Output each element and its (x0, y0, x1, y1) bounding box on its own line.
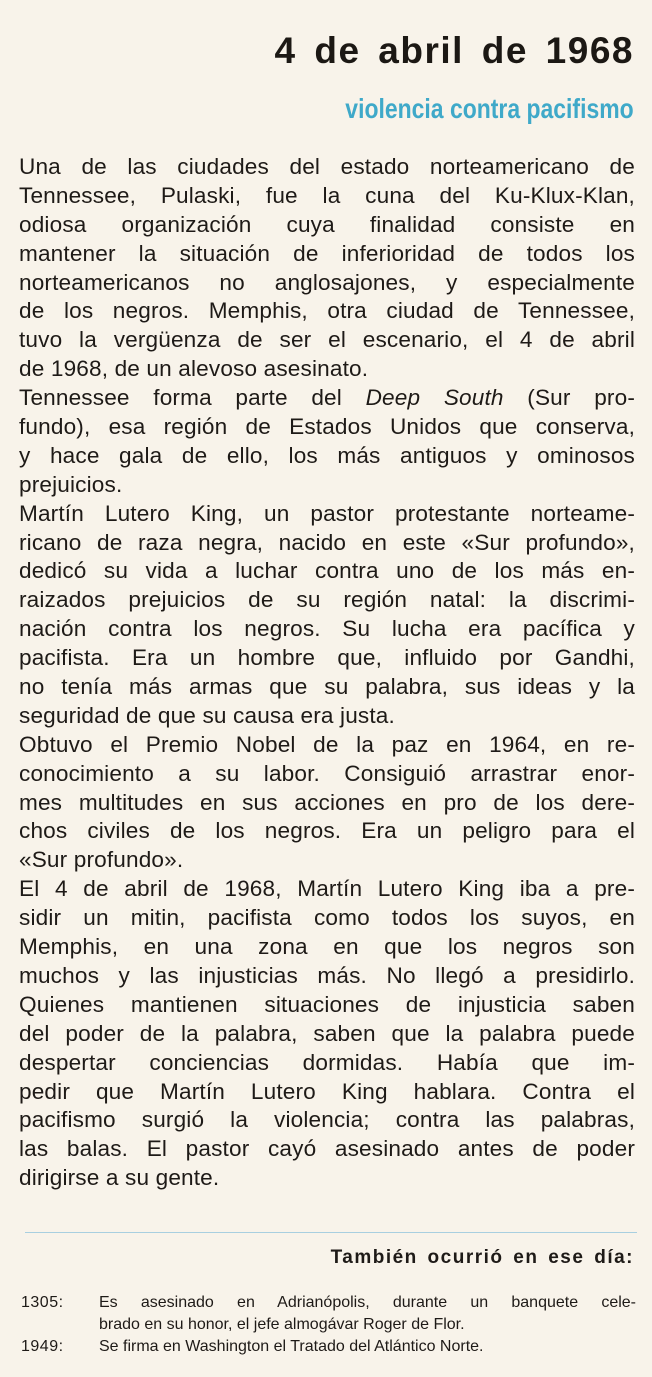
body-line: sidir un mitin, pacifista como todos los suyos, en (19, 905, 635, 931)
body-line: conocimiento a su labor. Consiguió arrastrar enor- (19, 760, 635, 786)
body-line: de los negros. Memphis, otra ciudad de Tennessee, (19, 298, 635, 324)
body-line: Obtuvo el Premio Nobel de la paz en 1964, en re- (19, 731, 635, 757)
body-line: nación contra los negros. Su lucha era pacífica y (19, 616, 635, 642)
body-line: Memphis, en una zona en que los negros son (19, 934, 635, 960)
body-line: despertar conciencias dormidas. Había que im- (19, 1049, 635, 1075)
event-description (99, 1336, 636, 1358)
body-line: ricano de raza negra, nacido en este «Sur profundo», (19, 529, 635, 555)
events-list (21, 1292, 636, 1358)
body-line: Quienes mantienen situaciones de injusticia saben (19, 991, 635, 1017)
body-line: dirigirse a su gente. (19, 1165, 220, 1191)
event-year: 1949: (21, 1338, 64, 1355)
article-body (19, 153, 635, 1193)
body-line: chos civiles de los negros. Era un peligro para el (19, 818, 635, 844)
body-line: prejuicios. (19, 471, 123, 497)
event-item (21, 1336, 636, 1358)
body-line: no tenía más armas que su palabra, sus ideas y la (19, 674, 635, 700)
body-line: El 4 de abril de 1968, Martín Lutero King iba a pre- (19, 876, 635, 902)
body-line: las balas. El pastor cayó asesinado antes de poder (19, 1136, 635, 1162)
body-line: norteamericanos no anglosajones, y especialmente (19, 269, 635, 295)
event-description (99, 1292, 636, 1336)
body-line: del poder de la palabra, saben que la palabra puede (19, 1020, 635, 1046)
body-line: mantener la situación de inferioridad de todos los (19, 240, 635, 266)
body-line: seguridad de que su causa era justa. (19, 702, 395, 728)
page-title: 4 de abril de 1968 (274, 30, 634, 71)
page-subtitle: violencia contra pacifismo (345, 93, 634, 124)
body-line: dedicó su vida a luchar contra uno de los más en- (19, 558, 635, 584)
event-year: 1305: (21, 1294, 64, 1311)
event-description-line: Se firma en Washington el Tratado del Atlántico Norte. (99, 1338, 484, 1355)
body-line: pacifismo surgió la violencia; contra las palabras, (19, 1107, 635, 1133)
body-line: de 1968, de un alevoso asesinato. (19, 356, 369, 382)
italic-term: Deep South (365, 385, 504, 411)
body-line: Tennessee, Pulaski, fue la cuna del Ku-Klux-Klan, (19, 182, 635, 208)
body-line: Martín Lutero King, un pastor protestante norteame- (19, 500, 635, 526)
body-line: tuvo la vergüenza de ser el escenario, el 4 de abril (19, 327, 635, 353)
body-line: y hace gala de ello, los más antiguos y ominosos (19, 442, 635, 468)
body-line: mes multitudes en sus acciones en pro de los dere- (19, 789, 635, 815)
body-line: raizados prejuicios de su región natal: la discrimi- (19, 587, 635, 613)
event-description-line: Es asesinado en Adrianópolis, durante un banquete cele- (99, 1294, 636, 1311)
body-line: odiosa organización cuya finalidad consiste en (19, 211, 635, 237)
section-divider (25, 1232, 637, 1233)
body-line: fundo), esa región de Estados Unidos que conserva, (19, 414, 635, 440)
event-item (21, 1292, 636, 1336)
also-happened-heading: También ocurrió en ese día: (330, 1247, 634, 1268)
body-line: pedir que Martín Lutero King hablara. Contra el (19, 1078, 635, 1104)
body-line: «Sur profundo». (19, 847, 184, 873)
event-description-line: brado en su honor, el jefe almogávar Roger de Flor. (99, 1316, 465, 1333)
body-line: Una de las ciudades del estado norteamericano de (19, 154, 635, 179)
body-line: muchos y las injusticias más. No llegó a presidirlo. (19, 962, 635, 988)
body-line: Tennessee forma parte del Deep South (Sur pro- (19, 385, 635, 411)
body-line: pacifista. Era un hombre que, influido por Gandhi, (19, 645, 635, 671)
